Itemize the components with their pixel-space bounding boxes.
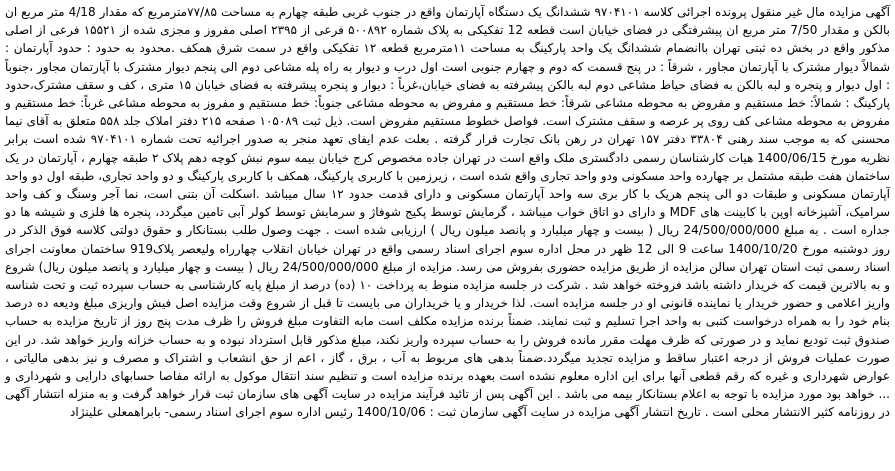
auction-notice-text: آگهی مزایده مال غیر منقول پرونده اجرائی کلاسه ۹۷۰۴۱۰۱ ششدانگ یک دستگاه آپارتمان واقع در جنوب غربی طبقه چهارم به مساحت ۷۷/۸۵مترمربع که مقدار 4/18 متر مربع ان بالکن و مقدار 7/50 متر مربع ان پیشرفتگی در فضای خیابان است قطعه 12 تفکیکی به پلاک شماره ۵۰۰۸۹۲ فرعی از ۲۳۹۵ اصلی مفروز و مجزی شده از ۱۵۵۲۱ فرعی از اصلی مذکور واقع در بخش ده ثبتی تهران باانضمام ششدانگ یک واحد پارکینگ به مساحت ۱۱مترمربع قطعه ۱۲ تفکیکی واقع در سمت شرق همکف .محدود به حدود : حدود آپارتمان : شمالاً دیوار مشترک با آپارتمان مجاور ، شرقاً : در پنج قسمت که دوم و چهارم جنوبی است اول درب و دیوار به راه پله مشاعی دوم الی پنجم دیوار مشترک با آپارتمان مجاور ،جنوباً : اول دیوار و پنجره و لبه بالکن به فضای حیاط مشاعی دوم لبه بالکن پیشرفته به فضای خیابان،غرباً : دیوار و پنجره پیشرفته به فضای خیابان ۱۵ متری ، کف و سقف مشترک،حدود پارکینگ : شمالاً: خط مستقیم و مفروض به محوطه مشاعی شرقاً: خط مستقیم و مفروض به محوطه مشاعی جنوباً: خط مستقیم و مفروز به محوطه مشاعی غرباً: خط مستقیم و مفروض به محوطه مشاعی کف روی پر عرصه و سقف مشترک است. فواصل خطوط مستقیم مفروض است. ذیل ثبت ۱۰۵۰۸۹ صفحه ۲۱۵ دفتر املاک جلد ۵۵۸ متعلق به آقای نیما محسنی که به موجب سند رهنی ۳۳۸۰۴ دفتر ۱۵۷ تهران در رهن بانک تجارت قرار گرفته . بعلت عدم ایفای تعهد منجر به صدور اجرائیه تحت شماره ۹۷۰۴۱۰۱ شده است برابر نظریه مورخ 1400/06/15 هیات کارشناسان رسمی دادگستری ملک واقع است در تهران جاده مخصوص کرج خیابان بیمه سوم نبش کوچه دهم پلاک ۲ طبقه چهارم ، آپارتمان در یک ساختمان هفت طبقه مشتمل بر چهارده واحد مسکونی ودو واحد تجاری واقع شده است ، زیرزمین با کاربری پارکینگ، همکف با کاربری پارکینگ و دو واحد تجاری، طبقه اول دو واحد آپارتمان مسکونی و طبقات دو الی پنجم هریک با کار بری سه واحد آپارتمان مسکونی و دارای قدمت حدود ۱۲ سال میباشد .اسکلت آن بتنی است، نما آجر وسنگ و کف واحد سرامیک، آشپزخانه اوپن با کابینت های MDF و دارای دو اتاق خواب میباشد ، گرمایش توسط پکیج شوفاژ و سرمایش توسط کولر آبی تامین میگردد، پنجره ها فلزی و شیشه ها دو جداره است . به مبلغ 24/500/000/000 ریال ( بیست و چهار میلیارد و پانصد میلون ریال ) ارزیابی شده است . جهت وصول طلب بستانکار و حقوق دولتی کلاسه فوق الذکر در روز دوشنبه مورخ 1400/10/20 ساعت 9 الی 12 ظهر در محل اداره سوم اجرای اسناد رسمی واقع در تهران خیابان انقلاب چهارراه ولیعصر پلاک919 ساختمان معاونت اجرای اسناد رسمی ثبت استان تهران سالن مزایده از طریق مزایده حضوری بفروش می رسد. مزایده از مبلغ 24/500/000/000 ریال ( بیست و چهار میلیارد و پانصد میلون ریال) شروع و به بالاترین قیمت که خریدار داشته باشد فروخته خواهد شد . شرکت در جلسه مزایده منوط به پرداخت ۱۰ (ده) درصد از مبلغ پایه کارشناسی به حساب سپرده ثبت و تحت شناسه واریز اعلامی و حضور خریدار یا نماینده قانونی او در جلسه مزایده است. لذا خریدار و یا خریداران می بایست تا قبل از شروع وقت مزایده اصل فیش واریزی مبلغ ودیعه ده درصد بنام خود را به همراه درخواست کتبی به واحد اجرا تسلیم و ثبت نمایند. ضمناً برنده مزایده مکلف است مابه التفاوت مبلغ فروش را ظرف مدت پنج روز از تاریخ مزایده به حساب صندوق ثبت تودیع نماید و در صورتی که ظرف مهلت مقرر مانده فروش را به حساب سپرده واریز نکند، مبلغ مذکور قابل استرداد نبوده و به حساب خزانه واریز خواهد شد. در این صورت عملیات فروش از درجه اعتبار ساقط و مزایده تجدید میگردد.ضمناً بدهی های مربوط به آب ، برق ، گاز ، اعم از حق انشعاب و اشتراک و مصرف و نیز بدهی مالیاتی ، عوارض شهرداری و غیره که رقم قطعی آنها برای این اداره معلوم نشده است بعهده برنده مزایده است و تنظیم سند انتقال موکول به ارائه مفاصا حسابهای دارایی و شهرداری و ... خواهد بود مورد مزایده با توجه به اعلام بستانکار بیمه می باشد . این آگهی پس از تائید فرآیند مزایده در سایت آگهی های سازمان ثبت قرار خواهد گرفت و به منزله انتشار آگهی در روزنامه کثیر الانتشار محلی است . تاریخ انتشار آگهی مزایده در سایت آگهی سازمان ثبت : 1400/10/06 رئیس اداره سوم اجرای اسناد رسمی- بابراهمعلی علینژاد <box>5 5 891 420</box>
